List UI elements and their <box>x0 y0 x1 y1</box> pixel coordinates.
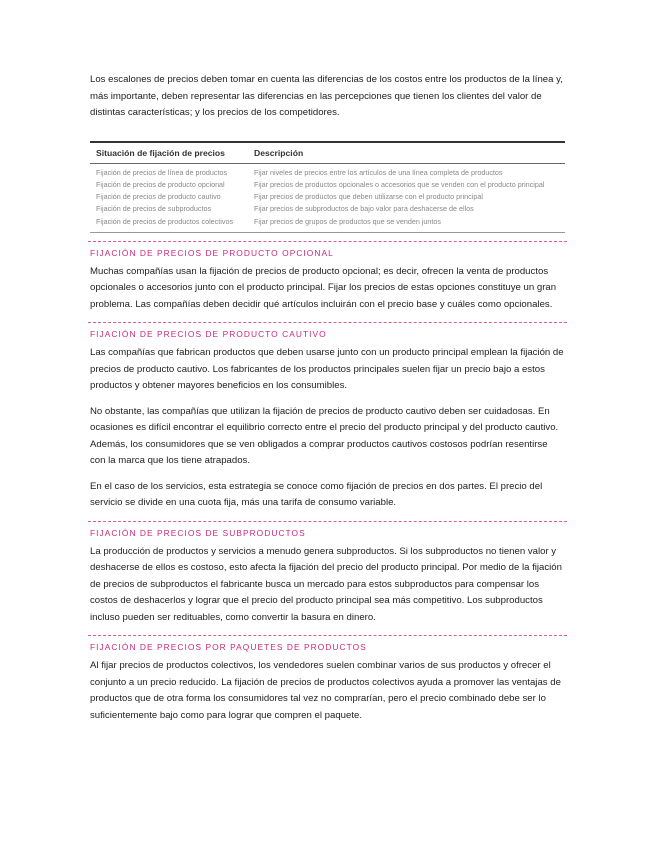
table-cell-description: Fijar niveles de precios entre los artículos de una línea completa de productos <box>254 167 503 177</box>
table-header-description: Descripción <box>254 147 304 158</box>
section-title: FIJACIÓN DE PRECIOS DE PRODUCTO CAUTIVO <box>90 329 327 340</box>
table-bottom-rule <box>90 232 565 233</box>
table-cell-situation: Fijación de precios de subproductos <box>96 204 212 214</box>
table-row <box>90 203 565 215</box>
section-optional-product <box>90 241 565 314</box>
table-row <box>90 179 565 191</box>
section-paragraph: No obstante, las compañías que utilizan la fijación de precios de producto cautivo deben ser cuidadosas. En ocasiones es difícil encontrar el equilibrio correcto entre el precio del producto principal y del producto cautivo. Además, los consumidores que se ven obligados a comprar productos cautivos costosos podrían resentirse con la marca que los tiene atrapados. <box>90 405 559 467</box>
section-captive-product <box>90 322 565 512</box>
pricing-table <box>90 141 565 233</box>
section-divider <box>88 241 567 242</box>
section-title: FIJACIÓN DE PRECIOS DE SUBPRODUCTOS <box>90 527 306 538</box>
section-product-bundles <box>90 635 565 724</box>
section-divider <box>88 322 567 323</box>
section-divider <box>88 521 567 522</box>
table-cell-situation: Fijación de precios de línea de productos <box>96 167 228 177</box>
table-cell-description: Fijar precios de productos opcionales o accesorios que se venden con el producto principal <box>254 179 545 189</box>
table-cell-description: Fijar precios de subproductos de bajo valor para deshacerse de ellos <box>254 204 474 214</box>
table-row <box>90 191 565 203</box>
section-title: FIJACIÓN DE PRECIOS POR PAQUETES DE PRODUCTOS <box>90 642 367 653</box>
section-divider <box>88 635 567 636</box>
section-body <box>90 345 565 512</box>
section-paragraph: La producción de productos y servicios a menudo genera subproductos. Si los subproductos no tienen valor y deshacerse de ellos es costoso, esto afecta la fijación del precio del producto principal. Por medio de la fijación de precios de subproductos el fabricante busca un mercado para estos subproductos para compensar los costos de deshacerlos y lograr que el precio del producto principal sea más competitivo. Los subproductos incluso pueden ser redituables, como convertir la basura en dinero. <box>90 545 562 623</box>
table-row <box>90 216 565 228</box>
section-byproducts <box>90 521 565 627</box>
intro-paragraph: Los escalones de precios deben tomar en cuenta las diferencias de los costos entre los productos de la línea y, más importante, deben representar las diferencias en las percepciones que tienen los clientes del valor de distintas características; y los precios de los competidores. <box>90 74 563 118</box>
section-paragraph: En el caso de los servicios, esta estrategia se conoce como fijación de precios en dos partes. El precio del servicio se divide en una cuota fija, más una tarifa de consumo variable. <box>90 480 543 509</box>
table-header-situation: Situación de fijación de precios <box>96 147 225 158</box>
section-body <box>90 264 565 314</box>
document-page <box>90 72 565 733</box>
table-body <box>90 164 565 228</box>
table-cell-description: Fijar precios de productos que deben utilizarse con el producto principal <box>254 192 483 202</box>
section-paragraph: Las compañías que fabrican productos que deben usarse junto con un producto principal emplean la fijación de precios de producto cautivo. Los fabricantes de los productos principales suelen fijar un precio bajo a estos productos y obtener mayores beneficios en los consumibles. <box>90 347 564 392</box>
table-header-row <box>90 143 565 158</box>
section-body <box>90 658 565 724</box>
table-cell-situation: Fijación de precios de productos colectivos <box>96 216 234 226</box>
table-row <box>90 167 565 179</box>
table-cell-situation: Fijación de precios de producto opcional <box>96 179 225 189</box>
table-cell-situation: Fijación de precios de producto cautivo <box>96 192 221 202</box>
section-paragraph: Al fijar precios de productos colectivos, los vendedores suelen combinar varios de sus productos y ofrecer el conjunto a un precio reducido. La fijación de precios de productos colectivos ayuda a promover las ventajas de productos que de otra forma los consumidores tal vez no comprarían, pero el precio combinado debe ser lo suficientemente bajo como para lograr que compren el paquete. <box>90 660 561 721</box>
section-paragraph: Muchas compañías usan la fijación de precios de producto opcional; es decir, ofrecen la venta de productos opcionales o accesorios junto con el producto principal. Fijar los precios de estas opciones constituye un gran problema. Las compañías deben decidir qué artículos incluirán con el precio base y cuáles como opcionales. <box>90 265 557 310</box>
section-body <box>90 544 565 627</box>
table-cell-description: Fijar precios de grupos de productos que se venden juntos <box>254 216 441 226</box>
section-title: FIJACIÓN DE PRECIOS DE PRODUCTO OPCIONAL <box>90 247 334 258</box>
